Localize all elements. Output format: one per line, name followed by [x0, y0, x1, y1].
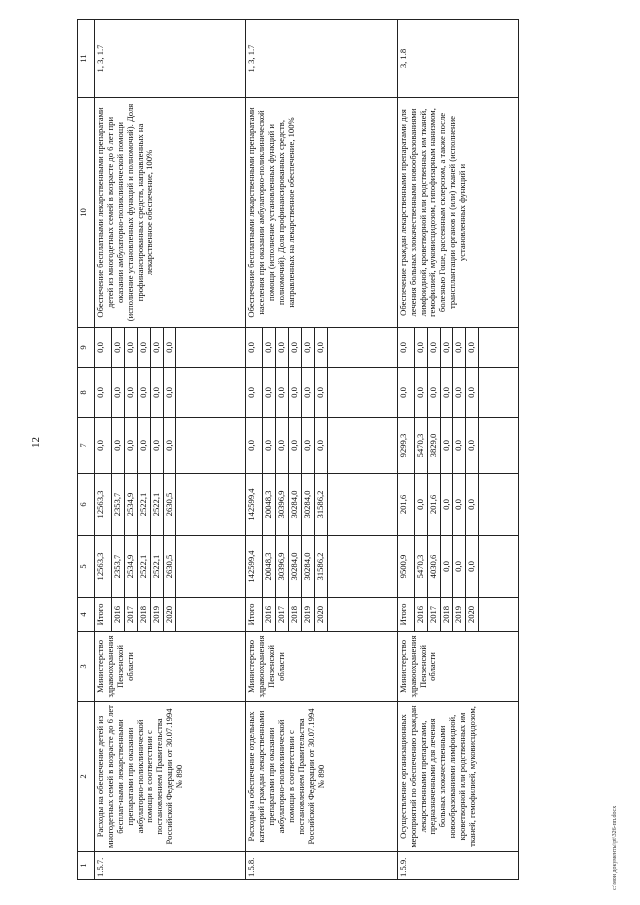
empty-cell	[327, 598, 397, 632]
value-total: 4030,6	[427, 536, 440, 598]
empty-cell	[176, 474, 246, 536]
value-federal: 0,0	[289, 418, 302, 474]
row-year: 2020	[163, 598, 176, 632]
row-id: 1.5.7.	[95, 852, 246, 880]
value-federal: 0,0	[95, 418, 112, 474]
value-total: 142599,4	[246, 536, 263, 598]
row-year: 2017	[276, 598, 289, 632]
value-federal: 5470,3	[414, 418, 427, 474]
program-table	[77, 19, 519, 880]
value-local: 0,0	[414, 368, 427, 418]
value-local: 0,0	[427, 368, 440, 418]
value-local: 0,0	[466, 368, 479, 418]
value-federal: 0,0	[246, 418, 263, 474]
row-executor: Министерство здравоохранения Пензенской области	[246, 632, 397, 702]
table-row	[246, 20, 263, 880]
column-header-6: 6	[78, 474, 95, 536]
value-other: 0,0	[397, 328, 414, 368]
value-regional: 2522,1	[137, 474, 150, 536]
empty-cell	[176, 418, 246, 474]
header-row	[78, 20, 95, 880]
value-total: 2522,1	[137, 536, 150, 598]
row-year: 2020	[314, 598, 327, 632]
column-header-4: 4	[78, 598, 95, 632]
empty-cell	[176, 598, 246, 632]
column-header-9: 9	[78, 328, 95, 368]
row-indicators: 3, 1.8	[397, 20, 518, 98]
value-other: 0,0	[440, 328, 453, 368]
value-federal: 0,0	[124, 418, 137, 474]
value-total: 2534,9	[124, 536, 137, 598]
footer-path: c:\мои документы\pt\326-пп.docx	[612, 805, 618, 890]
row-year: Итого	[246, 598, 263, 632]
value-total: 30284,0	[289, 536, 302, 598]
value-local: 0,0	[302, 368, 315, 418]
value-local: 0,0	[112, 368, 125, 418]
value-regional: 2353,7	[112, 474, 125, 536]
empty-cell	[479, 418, 519, 474]
value-other: 0,0	[453, 328, 466, 368]
value-other: 0,0	[289, 328, 302, 368]
empty-cell	[479, 368, 519, 418]
value-total: 12563,3	[95, 536, 112, 598]
row-year: 2019	[302, 598, 315, 632]
empty-cell	[479, 536, 519, 598]
value-total: 20048,3	[263, 536, 276, 598]
empty-cell	[479, 598, 519, 632]
value-federal: 0,0	[263, 418, 276, 474]
column-header-2: 2	[78, 702, 95, 852]
value-local: 0,0	[137, 368, 150, 418]
empty-cell	[479, 474, 519, 536]
value-federal: 0,0	[302, 418, 315, 474]
page-number: 12	[30, 437, 42, 448]
row-result: Обеспечение бесплатными лекарственными препаратами населения при оказании амбулаторно-поликлинической помощи (исполнение установленных функций и полномочий). Доля профинансированных средств, направленных на лекарственное обеспечение, 100%	[246, 98, 397, 328]
value-total: 0,0	[453, 536, 466, 598]
row-year: 2019	[150, 598, 163, 632]
value-regional: 30284,0	[302, 474, 315, 536]
row-year: 2016	[112, 598, 125, 632]
value-federal: 3829,0	[427, 418, 440, 474]
value-other: 0,0	[314, 328, 327, 368]
value-other: 0,0	[124, 328, 137, 368]
value-federal: 0,0	[276, 418, 289, 474]
row-year: 2018	[137, 598, 150, 632]
row-id: 1.5.8.	[246, 852, 397, 880]
value-regional: 201,6	[427, 474, 440, 536]
table-row	[95, 20, 112, 880]
value-local: 0,0	[314, 368, 327, 418]
column-header-5: 5	[78, 536, 95, 598]
value-regional: 142599,4	[246, 474, 263, 536]
row-year: 2016	[263, 598, 276, 632]
row-name: Расходы на обеспечение детей из многодетных семей в возрасте до 6 лет бесплат-ными лекарственными препаратами при оказании амбулаторно-поликлинической помощи в соответствии с постановлением Правительства Российской Федерации от 30.07.1994 № 890	[95, 702, 246, 852]
value-total: 30284,0	[302, 536, 315, 598]
row-year: Итого	[397, 598, 414, 632]
value-total: 30396,9	[276, 536, 289, 598]
row-result: Обеспечение граждан лекарственными препаратами для лечения больных злокачественными новообразованиями лимфоидной, кроветворной или родственных им тканей, гемофилией, муковисцидозом, гипофизарным нанизмом, болезнью Гоше, рассеянным склерозом, а также после трансплантации органов и (или) тканей (исполнение установленных функций и	[397, 98, 518, 328]
value-other: 0,0	[95, 328, 112, 368]
value-local: 0,0	[163, 368, 176, 418]
value-local: 0,0	[440, 368, 453, 418]
value-total: 2353,7	[112, 536, 125, 598]
value-regional: 12563,3	[95, 474, 112, 536]
empty-cell	[327, 418, 397, 474]
value-federal: 0,0	[440, 418, 453, 474]
empty-cell	[176, 536, 246, 598]
value-regional: 2522,1	[150, 474, 163, 536]
empty-cell	[327, 536, 397, 598]
row-id: 1.5.9.	[397, 852, 518, 880]
row-year: 2018	[440, 598, 453, 632]
row-year: 2016	[414, 598, 427, 632]
row-year: 2018	[289, 598, 302, 632]
value-other: 0,0	[163, 328, 176, 368]
value-federal: 0,0	[453, 418, 466, 474]
column-header-3: 3	[78, 632, 95, 702]
value-total: 31586,2	[314, 536, 327, 598]
value-federal: 0,0	[466, 418, 479, 474]
empty-cell	[327, 328, 397, 368]
value-regional: 20048,3	[263, 474, 276, 536]
value-local: 0,0	[289, 368, 302, 418]
value-other: 0,0	[414, 328, 427, 368]
value-total: 5470,3	[414, 536, 427, 598]
value-local: 0,0	[150, 368, 163, 418]
value-other: 0,0	[427, 328, 440, 368]
value-regional: 30396,9	[276, 474, 289, 536]
row-year: 2019	[453, 598, 466, 632]
row-indicators: 1, 3, 1.7	[95, 20, 246, 98]
value-regional: 30284,0	[289, 474, 302, 536]
value-local: 0,0	[124, 368, 137, 418]
row-year: 2017	[124, 598, 137, 632]
value-other: 0,0	[466, 328, 479, 368]
value-local: 0,0	[397, 368, 414, 418]
value-local: 0,0	[95, 368, 112, 418]
value-other: 0,0	[150, 328, 163, 368]
value-regional: 0,0	[453, 474, 466, 536]
value-regional: 31586,2	[314, 474, 327, 536]
column-header-1: 1	[78, 852, 95, 880]
column-header-7: 7	[78, 418, 95, 474]
row-year: 2020	[466, 598, 479, 632]
row-name: Расходы на обеспечение отдельных категорий граждан лекарственными препаратами при оказании амбулаторно-поликлинической помощи в соответствии с постановлением Правительства Российской Федерации от 30.07.1994 № 890	[246, 702, 397, 852]
value-other: 0,0	[302, 328, 315, 368]
row-year: 2017	[427, 598, 440, 632]
value-regional: 0,0	[440, 474, 453, 536]
row-year: Итого	[95, 598, 112, 632]
value-local: 0,0	[453, 368, 466, 418]
value-total: 0,0	[466, 536, 479, 598]
row-executor: Министерство здравоохранения Пензенской области	[397, 632, 518, 702]
value-federal: 0,0	[314, 418, 327, 474]
empty-cell	[327, 474, 397, 536]
value-other: 0,0	[246, 328, 263, 368]
row-executor: Министерство здравоохранения Пензенской области	[95, 632, 246, 702]
value-other: 0,0	[112, 328, 125, 368]
value-total: 0,0	[440, 536, 453, 598]
value-total: 2522,1	[150, 536, 163, 598]
value-federal: 0,0	[163, 418, 176, 474]
value-regional: 2630,5	[163, 474, 176, 536]
empty-cell	[176, 368, 246, 418]
value-federal: 0,0	[150, 418, 163, 474]
column-header-10: 10	[78, 98, 95, 328]
value-other: 0,0	[263, 328, 276, 368]
document-table-rotated	[77, 20, 617, 880]
value-local: 0,0	[263, 368, 276, 418]
column-header-11: 11	[78, 20, 95, 98]
value-regional: 2534,9	[124, 474, 137, 536]
value-regional: 0,0	[414, 474, 427, 536]
value-local: 0,0	[246, 368, 263, 418]
row-name: Осуществление организационных мероприятий по обеспечению граждан лекарственными препаратами, предназначенными для лечения больных злокачественными новообразованиями лимфоидной, кроветворной или родственных им тканей, гемофилией, муковисцидозом,	[397, 702, 518, 852]
value-other: 0,0	[276, 328, 289, 368]
value-federal: 0,0	[137, 418, 150, 474]
column-header-8: 8	[78, 368, 95, 418]
value-local: 0,0	[276, 368, 289, 418]
value-total: 9500,9	[397, 536, 414, 598]
row-result: Обеспечение бесплатными лекарственными препаратами детей из многодетных семей в возрасте до 6 лет при оказании амбулаторно-поликлинической помощи (исполнение установленных функций и полномочий). Доля профинансированных средств, направленных на лекарственное обеспечение, 100%	[95, 98, 246, 328]
value-federal: 0,0	[112, 418, 125, 474]
value-federal: 9299,3	[397, 418, 414, 474]
empty-cell	[327, 368, 397, 418]
value-regional: 201,6	[397, 474, 414, 536]
table-row	[397, 20, 414, 880]
value-other: 0,0	[137, 328, 150, 368]
row-indicators: 1, 3, 1.7	[246, 20, 397, 98]
empty-cell	[176, 328, 246, 368]
value-total: 2630,5	[163, 536, 176, 598]
empty-cell	[479, 328, 519, 368]
value-regional: 0,0	[466, 474, 479, 536]
